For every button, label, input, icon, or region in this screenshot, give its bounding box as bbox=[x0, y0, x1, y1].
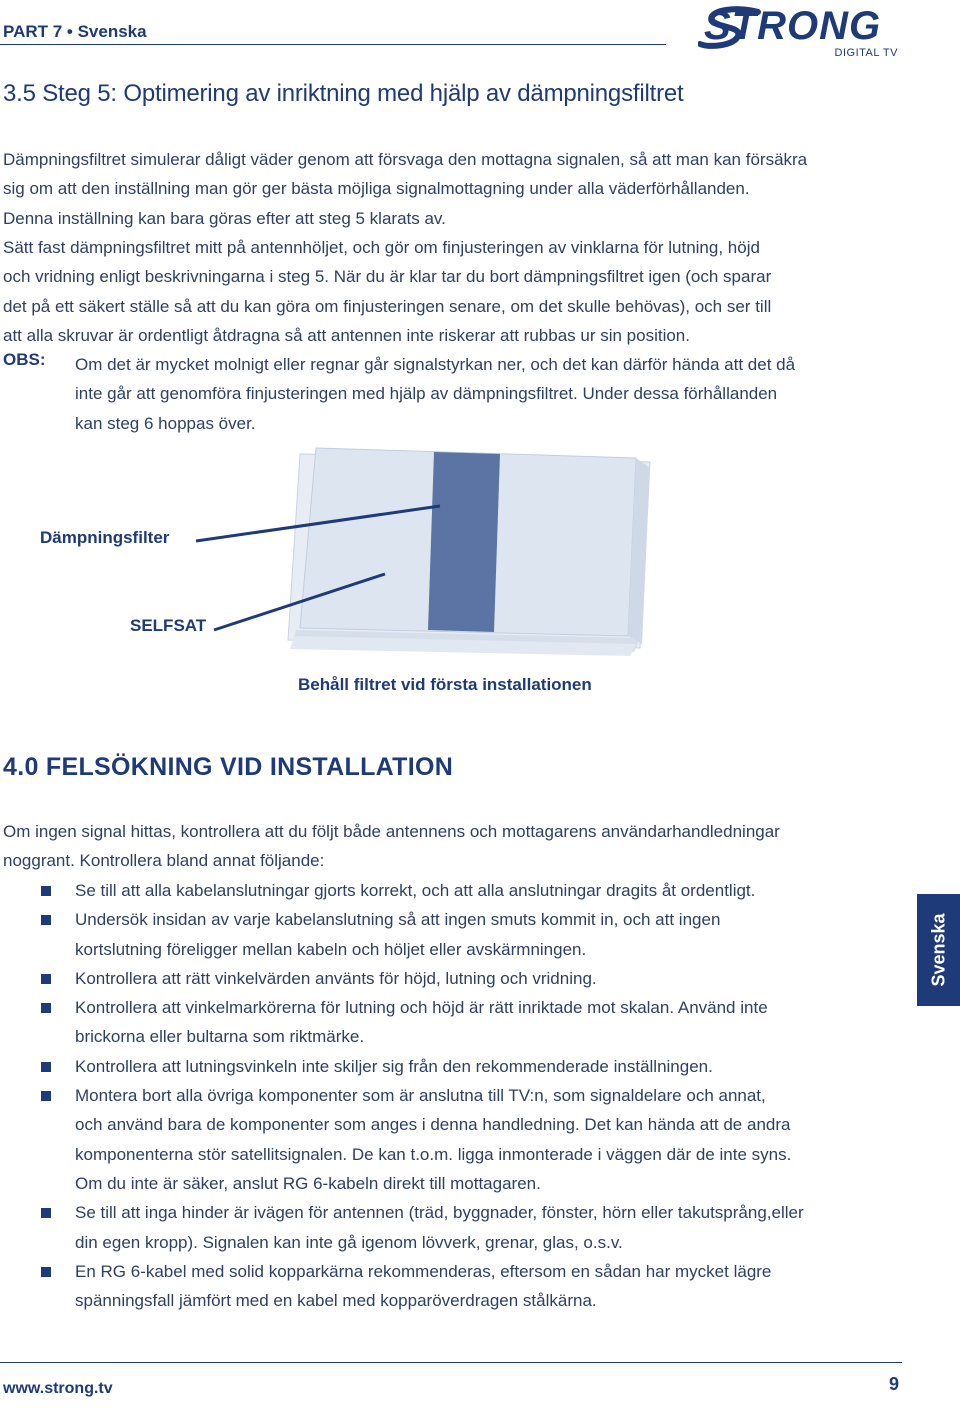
text-line: kan steg 6 hoppas över. bbox=[75, 413, 256, 433]
text-line: Dämpningsfiltret simulerar dåligt väder genom att försvaga den mottagna signalen, så att man kan försäkra bbox=[3, 150, 808, 169]
text-line: Undersök insidan av varje kabelanslutning så att ingen smuts kommit in, och att ingen bbox=[75, 910, 721, 930]
strong-logo bbox=[698, 4, 908, 62]
troubleshooting-list bbox=[0, 876, 910, 1315]
footer-divider bbox=[0, 1362, 902, 1363]
text-line: spänningsfall jämfört med en kabel med kopparöverdragen stålkärna. bbox=[75, 1291, 597, 1311]
filter-label: Dämpningsfilter bbox=[40, 528, 170, 547]
text-line: att alla skruvar är ordentligt åtdragna så att antennen inte riskerar att rubbas ur sin position. bbox=[3, 325, 690, 345]
square-bullet-icon bbox=[41, 1003, 51, 1013]
list-item bbox=[0, 1198, 910, 1257]
text-line: inte går att genomföra finjusteringen med hjälp av dämpningsfiltret. Under dessa förhållanden bbox=[75, 384, 778, 404]
part-header: PART 7 • Svenska bbox=[3, 22, 147, 41]
text-line: brickorna eller bultarna som riktmärke. bbox=[75, 1027, 365, 1047]
list-item bbox=[0, 964, 910, 993]
text-line: Sätt fast dämpningsfiltret mitt på antennhöljet, och gör om finjusteringen av vinklarna för lutning, höjd bbox=[3, 238, 760, 257]
text-line: Denna inställning kan bara göras efter att steg 5 klarats av. bbox=[3, 208, 446, 228]
list-item bbox=[0, 1257, 910, 1316]
text-line: Se till att alla kabelanslutningar gjorts korrekt, och att alla anslutningar dragits åt ordentligt. bbox=[75, 881, 756, 900]
text-line: kortslutning föreligger mellan kabeln och höljet eller avskärmningen. bbox=[75, 939, 587, 959]
text-line: din egen kropp). Signalen kan inte gå igenom lövverk, grenar, glas, o.s.v. bbox=[75, 1232, 623, 1252]
text-line: sig om att den inställning man gör ger bästa möjliga signalmottagning under alla väderförhållanden. bbox=[3, 179, 750, 199]
square-bullet-icon bbox=[41, 1062, 51, 1072]
selfsat-label: SELFSAT bbox=[130, 616, 207, 635]
logo-wordmark: STRONG bbox=[704, 4, 882, 48]
attenuation-filter-strip bbox=[428, 452, 500, 632]
antenna-filter-illustration bbox=[0, 440, 700, 670]
text-line: noggrant. Kontrollera bland annat följande: bbox=[3, 851, 325, 871]
section-title-3-5: 3.5 Steg 5: Optimering av inriktning med hjälp av dämpningsfiltret bbox=[3, 80, 684, 107]
list-item bbox=[0, 905, 910, 964]
figure-caption: Behåll filtret vid första installationen bbox=[298, 675, 592, 694]
square-bullet-icon bbox=[41, 915, 51, 925]
side-tab-label: Svenska bbox=[928, 913, 948, 987]
troubleshooting-intro bbox=[3, 817, 780, 876]
footer-website: www.strong.tv bbox=[3, 1380, 113, 1397]
obs-note bbox=[75, 350, 795, 438]
text-line: Om du inte är säker, anslut RG 6-kabeln direkt till mottagaren. bbox=[75, 1173, 541, 1193]
list-item bbox=[0, 1052, 910, 1081]
text-line: Se till att inga hinder är ivägen för antennen (träd, byggnader, fönster, hörn eller takutsprång,eller bbox=[75, 1203, 804, 1223]
square-bullet-icon bbox=[41, 1267, 51, 1277]
text-line: Om ingen signal hittas, kontrollera att du följt både antennens och mottagarens användarhandledningar bbox=[3, 822, 780, 841]
text-line: och använd bara de komponenter som anges i denna handledning. Det kan hända att de andra bbox=[75, 1115, 791, 1135]
text-line: Kontrollera att vinkelmarkörerna för lutning och höjd är rätt inriktade mot skalan. Använd inte bbox=[75, 998, 768, 1018]
square-bullet-icon bbox=[41, 974, 51, 984]
list-item bbox=[0, 993, 910, 1052]
obs-label: OBS: bbox=[3, 350, 46, 369]
square-bullet-icon bbox=[41, 1208, 51, 1218]
list-item bbox=[0, 1081, 910, 1198]
text-line: det på ett säkert ställe så att du kan göra om finjusteringen senare, om det skulle behövas), och ser till bbox=[3, 296, 772, 316]
text-line: En RG 6-kabel med solid kopparkärna rekommenderas, eftersom en sådan har mycket lägre bbox=[75, 1261, 772, 1281]
logo-subtitle: DIGITAL TV bbox=[834, 47, 898, 59]
intro-paragraph bbox=[3, 145, 908, 233]
text-line: Kontrollera att lutningsvinkeln inte skiljer sig från den rekommenderade inställningen. bbox=[75, 1056, 713, 1076]
page-number: 9 bbox=[889, 1374, 900, 1394]
list-item bbox=[0, 876, 910, 905]
section-title-4-0: 4.0 FELSÖKNING VID INSTALLATION bbox=[3, 753, 454, 781]
text-line: och vridning enligt beskrivningarna i steg 5. När du är klar tar du bort dämpningsfiltret igen (och sparar bbox=[3, 267, 772, 287]
instructions-paragraph bbox=[3, 233, 908, 350]
text-line: Om det är mycket molnigt eller regnar går signalstyrkan ner, och det kan därför hända att det då bbox=[75, 355, 796, 374]
square-bullet-icon bbox=[41, 886, 51, 896]
text-line: Montera bort alla övriga komponenter som är anslutna till TV:n, som signaldelare och annat, bbox=[75, 1086, 766, 1106]
text-line: komponenterna stör satellitsignalen. De kan t.o.m. ligga inmonterade i väggen där de inte syns. bbox=[75, 1144, 792, 1164]
language-side-tab bbox=[917, 894, 960, 1006]
header-divider bbox=[0, 44, 666, 45]
text-line: Kontrollera att rätt vinkelvärden använts för höjd, lutning och vridning. bbox=[75, 968, 597, 988]
square-bullet-icon bbox=[41, 1091, 51, 1101]
